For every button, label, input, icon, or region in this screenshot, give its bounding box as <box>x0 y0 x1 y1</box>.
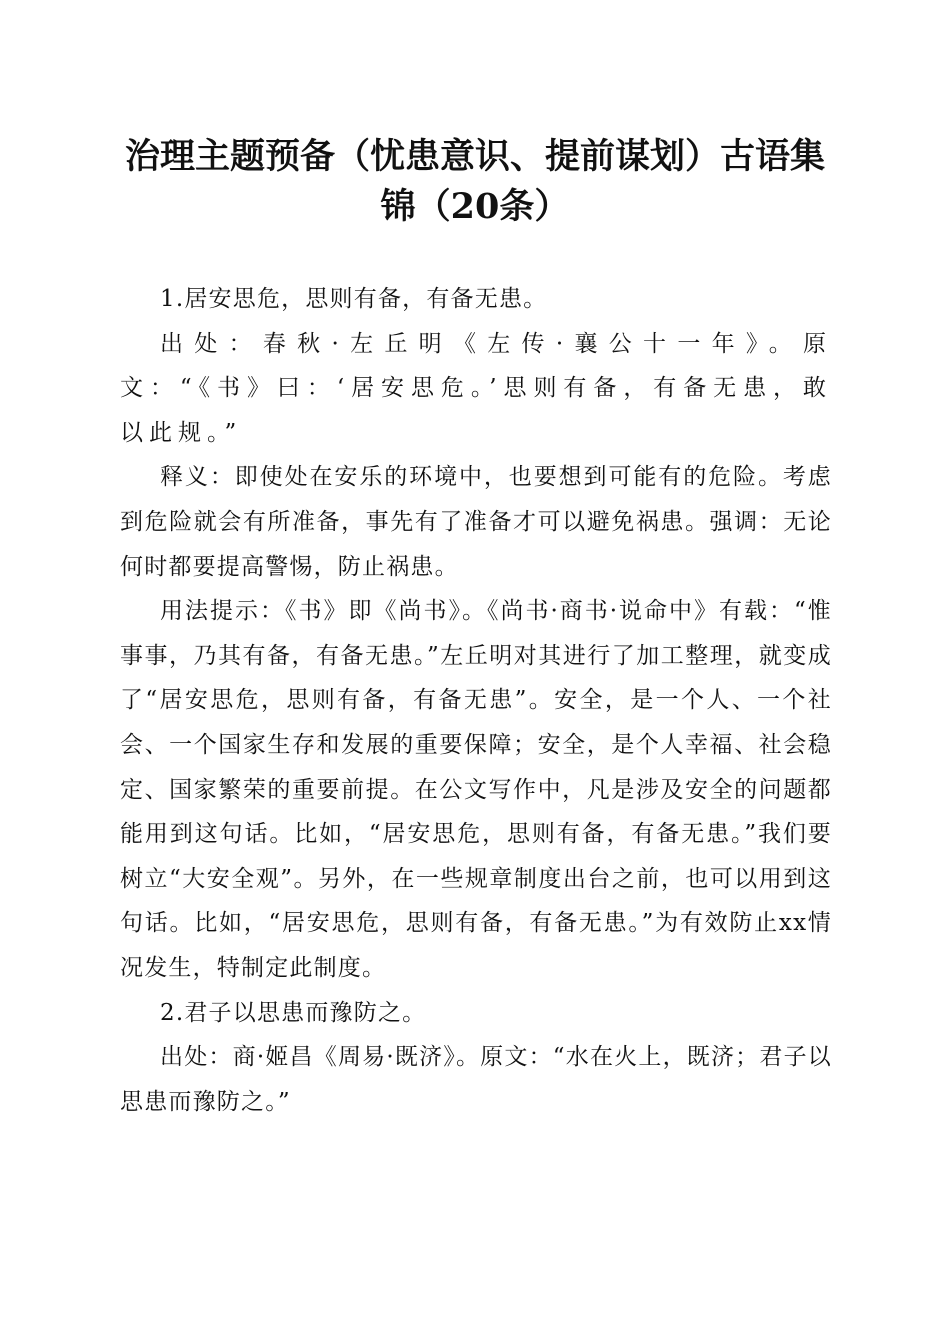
document-body <box>120 277 832 1124</box>
item-1-heading: 1.居安思危，思则有备，有备无患。 <box>160 286 548 312</box>
item-2-source: 出处：商·姬昌《周易·既济》。原文：“水在火上，既济；君子以思患而豫防之。” <box>120 1044 832 1115</box>
item-1-explanation: 释义：即使处在安乐的环境中，也要想到可能有的危险。考虑到危险就会有所准备，事先有了准备才可以避免祸患。强调：无论何时都要提高警惕，防止祸患。 <box>120 464 832 580</box>
item-2-heading: 2.君子以思患而豫防之。 <box>160 999 427 1026</box>
item-1-source: 出处：春秋·左丘明《左传·襄公十一年》。原文：“《书》曰：‘居安思危。’思则有备，有备无患，敢以此规。” <box>120 330 832 446</box>
item-1-usage-tip: 用法提示：《书》即《尚书》。《尚书·商书·说命中》有载：“惟事事，乃其有备，有备无患。”左丘明对其进行了加工整理，就变成了“居安思危，思则有备，有备无患”。安全，是一个人、一个社会、一个国家生存和发展的重要保障；安全，是个人幸福、社会稳定、国家繁荣的重要前提。在公文写作中，凡是涉及安全的问题都能用到这句话。比如，“居安思危，思则有备，有备无患。”我们要树立“大安全观”。另外，在一些规章制度出台之前，也可以用到这句话。比如，“居安思危，思则有备，有备无患。”为有效防止xx情况发生，特制定此制度。 <box>120 598 832 981</box>
document-title: 治理主题预备（忧患意识、提前谋划）古语集锦（20条） <box>124 136 825 227</box>
